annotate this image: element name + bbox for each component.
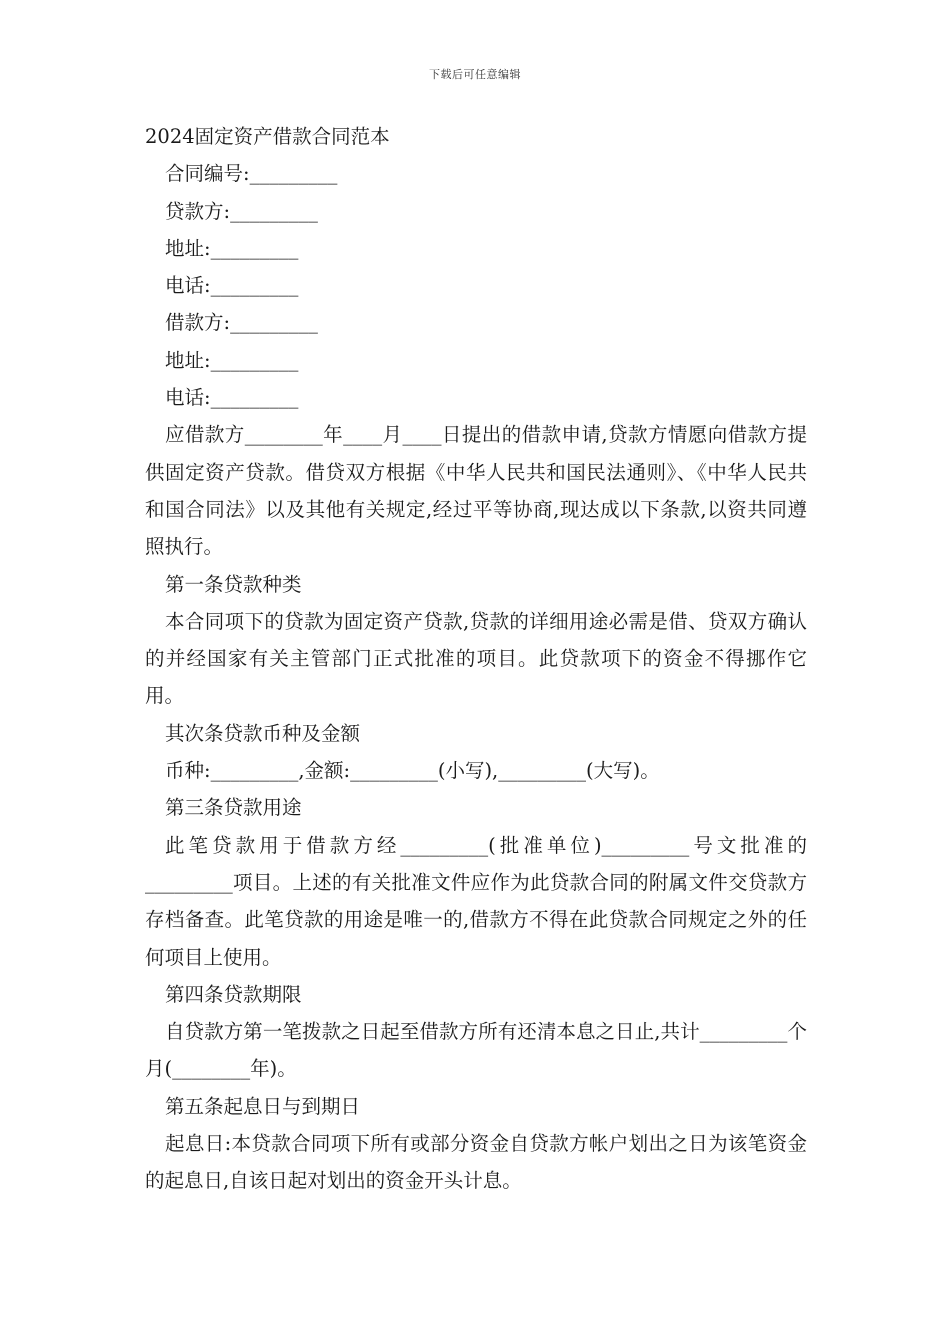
section-body: 币种:_________,金额:_________(小写),_________(大写)。 [165,759,660,783]
field-lender-phone: 电话:_________ [165,274,299,298]
section-body: 自贷款方第一笔拨款之日起至借款方所有还清本息之日止,共计_________个月(________年)。 [145,1020,807,1081]
field-borrower-address: 地址:_________ [165,348,299,372]
section-body: 本合同项下的贷款为固定资产贷款,贷款的详细用途必需是借、贷双方确认的并经国家有关主管部门正式批准的项目。此贷款项下的资金不得挪作它用。 [145,609,807,708]
field-lender: 贷款方:_________ [165,199,318,223]
header-text: 下载后可任意编辑 [429,68,521,81]
field-lender-address: 地址:_________ [165,236,299,260]
field-contract-number: 合同编号:_________ [165,162,338,186]
document-title: 2024固定资产借款合同范本 [145,125,390,148]
section-heading: 第四条贷款期限 [165,982,302,1006]
field-borrower-phone: 电话:_________ [165,386,299,410]
section-heading: 第五条起息日与到期日 [165,1094,361,1118]
field-borrower: 借款方:_________ [165,311,318,335]
page-header [0,66,950,82]
document-body [145,118,807,1200]
intro-paragraph: 应借款方________年____月____日提出的借款申请,贷款方情愿向借款方提供固定资产贷款。借贷双方根据《中华人民共和国民法通则》、《中华人民共和国合同法》以及其他有关规定,经过平等协商,现达成以下条款,以资共同遵照执行。 [145,423,807,559]
section-body: 此笔贷款用于借款方经_________(批准单位)_________号文批准的_________项目。上述的有关批准文件应作为此贷款合同的附属文件交贷款方存档备查。此笔贷款的用途是唯一的,借款方不得在此贷款合同规定之外的任何项目上使用。 [145,833,807,969]
section-heading: 其次条贷款币种及金额 [165,721,361,745]
section-heading: 第一条贷款种类 [165,572,302,596]
section-heading: 第三条贷款用途 [165,796,302,820]
section-body: 起息日:本贷款合同项下所有或部分资金自贷款方帐户划出之日为该笔资金的起息日,自该日起对划出的资金开头计息。 [145,1132,807,1193]
